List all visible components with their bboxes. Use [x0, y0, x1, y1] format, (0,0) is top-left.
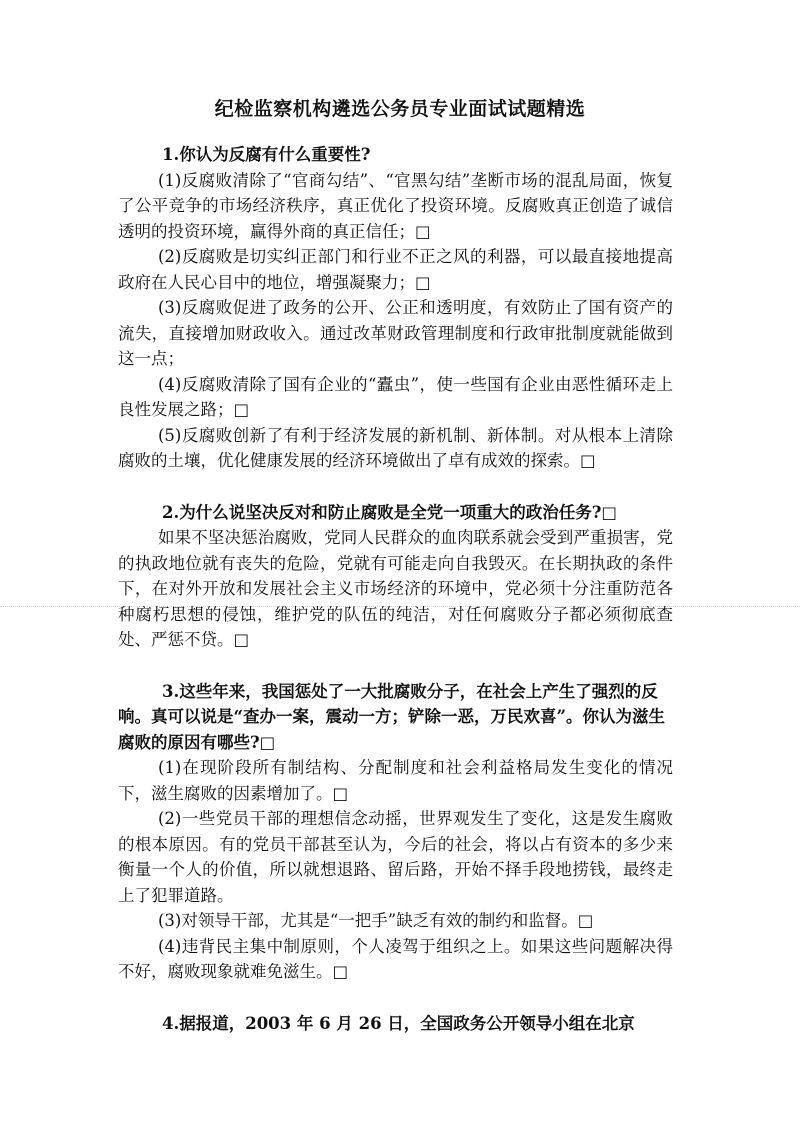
section-3: [118, 679, 673, 985]
answer-paragraph: (3)反腐败促进了政务的公开、公正和透明度，有效防止了国有资产的流失，直接增加财政收入。通过改革财政管理制度和行政审批制度就能做到这一点；: [118, 298, 673, 368]
answer-paragraph: (1)在现阶段所有制结构、分配制度和社会利益格局发生变化的情况下，滋生腐败的因素增加了。□: [118, 758, 673, 803]
section-1: [118, 142, 673, 474]
answer-paragraph: (4)反腐败清除了国有企业的“蠹虫”，使一些国有企业由恶性循环走上良性发展之路；□: [118, 374, 673, 419]
document-body: [118, 142, 673, 1036]
document-title: 纪检监察机构遴选公务员专业面试试题精选: [214, 98, 586, 120]
answer-paragraph: (3)对领导干部，尤其是“一把手”缺乏有效的制约和监督。□: [158, 911, 594, 930]
answer-paragraph: (4)违背民主集中制原则，个人凌驾于组织之上。如果这些问题解决得不好，腐败现象就难免滋生。□: [118, 936, 673, 981]
question-heading: 2.为什么说坚决反对和防止腐败是全党一项重大的政治任务?□: [162, 502, 617, 522]
section-4: [118, 1011, 673, 1037]
answer-paragraph: 如果不坚决惩治腐败，党同人民群众的血肉联系就会受到严重损害，党的执政地位就有丧失的危险，党就有可能走向自我毁灭。在长期执政的条件下，在对外开放和发展社会主义市场经济的环境中，党必须十分注重防范各种腐朽思想的侵蚀，维护党的队伍的纯洁，对任何腐败分子都必须彻底查处、严惩不贷。□: [118, 528, 673, 649]
section-2: [118, 500, 673, 653]
question-heading: 1.你认为反腐有什么重要性?: [162, 145, 371, 164]
answer-paragraph: (2)反腐败是切实纠正部门和行业不正之风的利器，可以最直接地提高政府在人民心目中的地位，增强凝聚力；□: [118, 247, 673, 292]
question-heading: 3.这些年来，我国惩处了一大批腐败分子，在社会上产生了强烈的反响。真可以说是“查办一案，震动一方；铲除一恶，万民欢喜”。你认为滋生腐败的原因有哪些?□: [118, 681, 665, 752]
answer-paragraph: (1)反腐败清除了“官商勾结”、“官黑勾结”垄断市场的混乱局面，恢复了公平竞争的市场经济秩序，真正优化了投资环境。反腐败真正创造了诚信透明的投资环境，赢得外商的真正信任；□: [118, 170, 673, 241]
answer-paragraph: (2)一些党员干部的理想信念动摇，世界观发生了变化，这是发生腐败的根本原因。有的党员干部甚至认为，今后的社会，将以占有资本的多少来衡量一个人的价值，所以就想退路、留后路，开始不择手段地捞钱，最终走上了犯罪道路。: [118, 809, 673, 905]
answer-paragraph: (5)反腐败创新了有利于经济发展的新机制、新体制。对从根本上清除腐败的土壤，优化健康发展的经济环境做出了卓有成效的探索。□: [118, 425, 673, 470]
question-heading: 4.据报道，2003 年 6 月 26 日，全国政务公开领导小组在北京: [162, 1013, 635, 1033]
